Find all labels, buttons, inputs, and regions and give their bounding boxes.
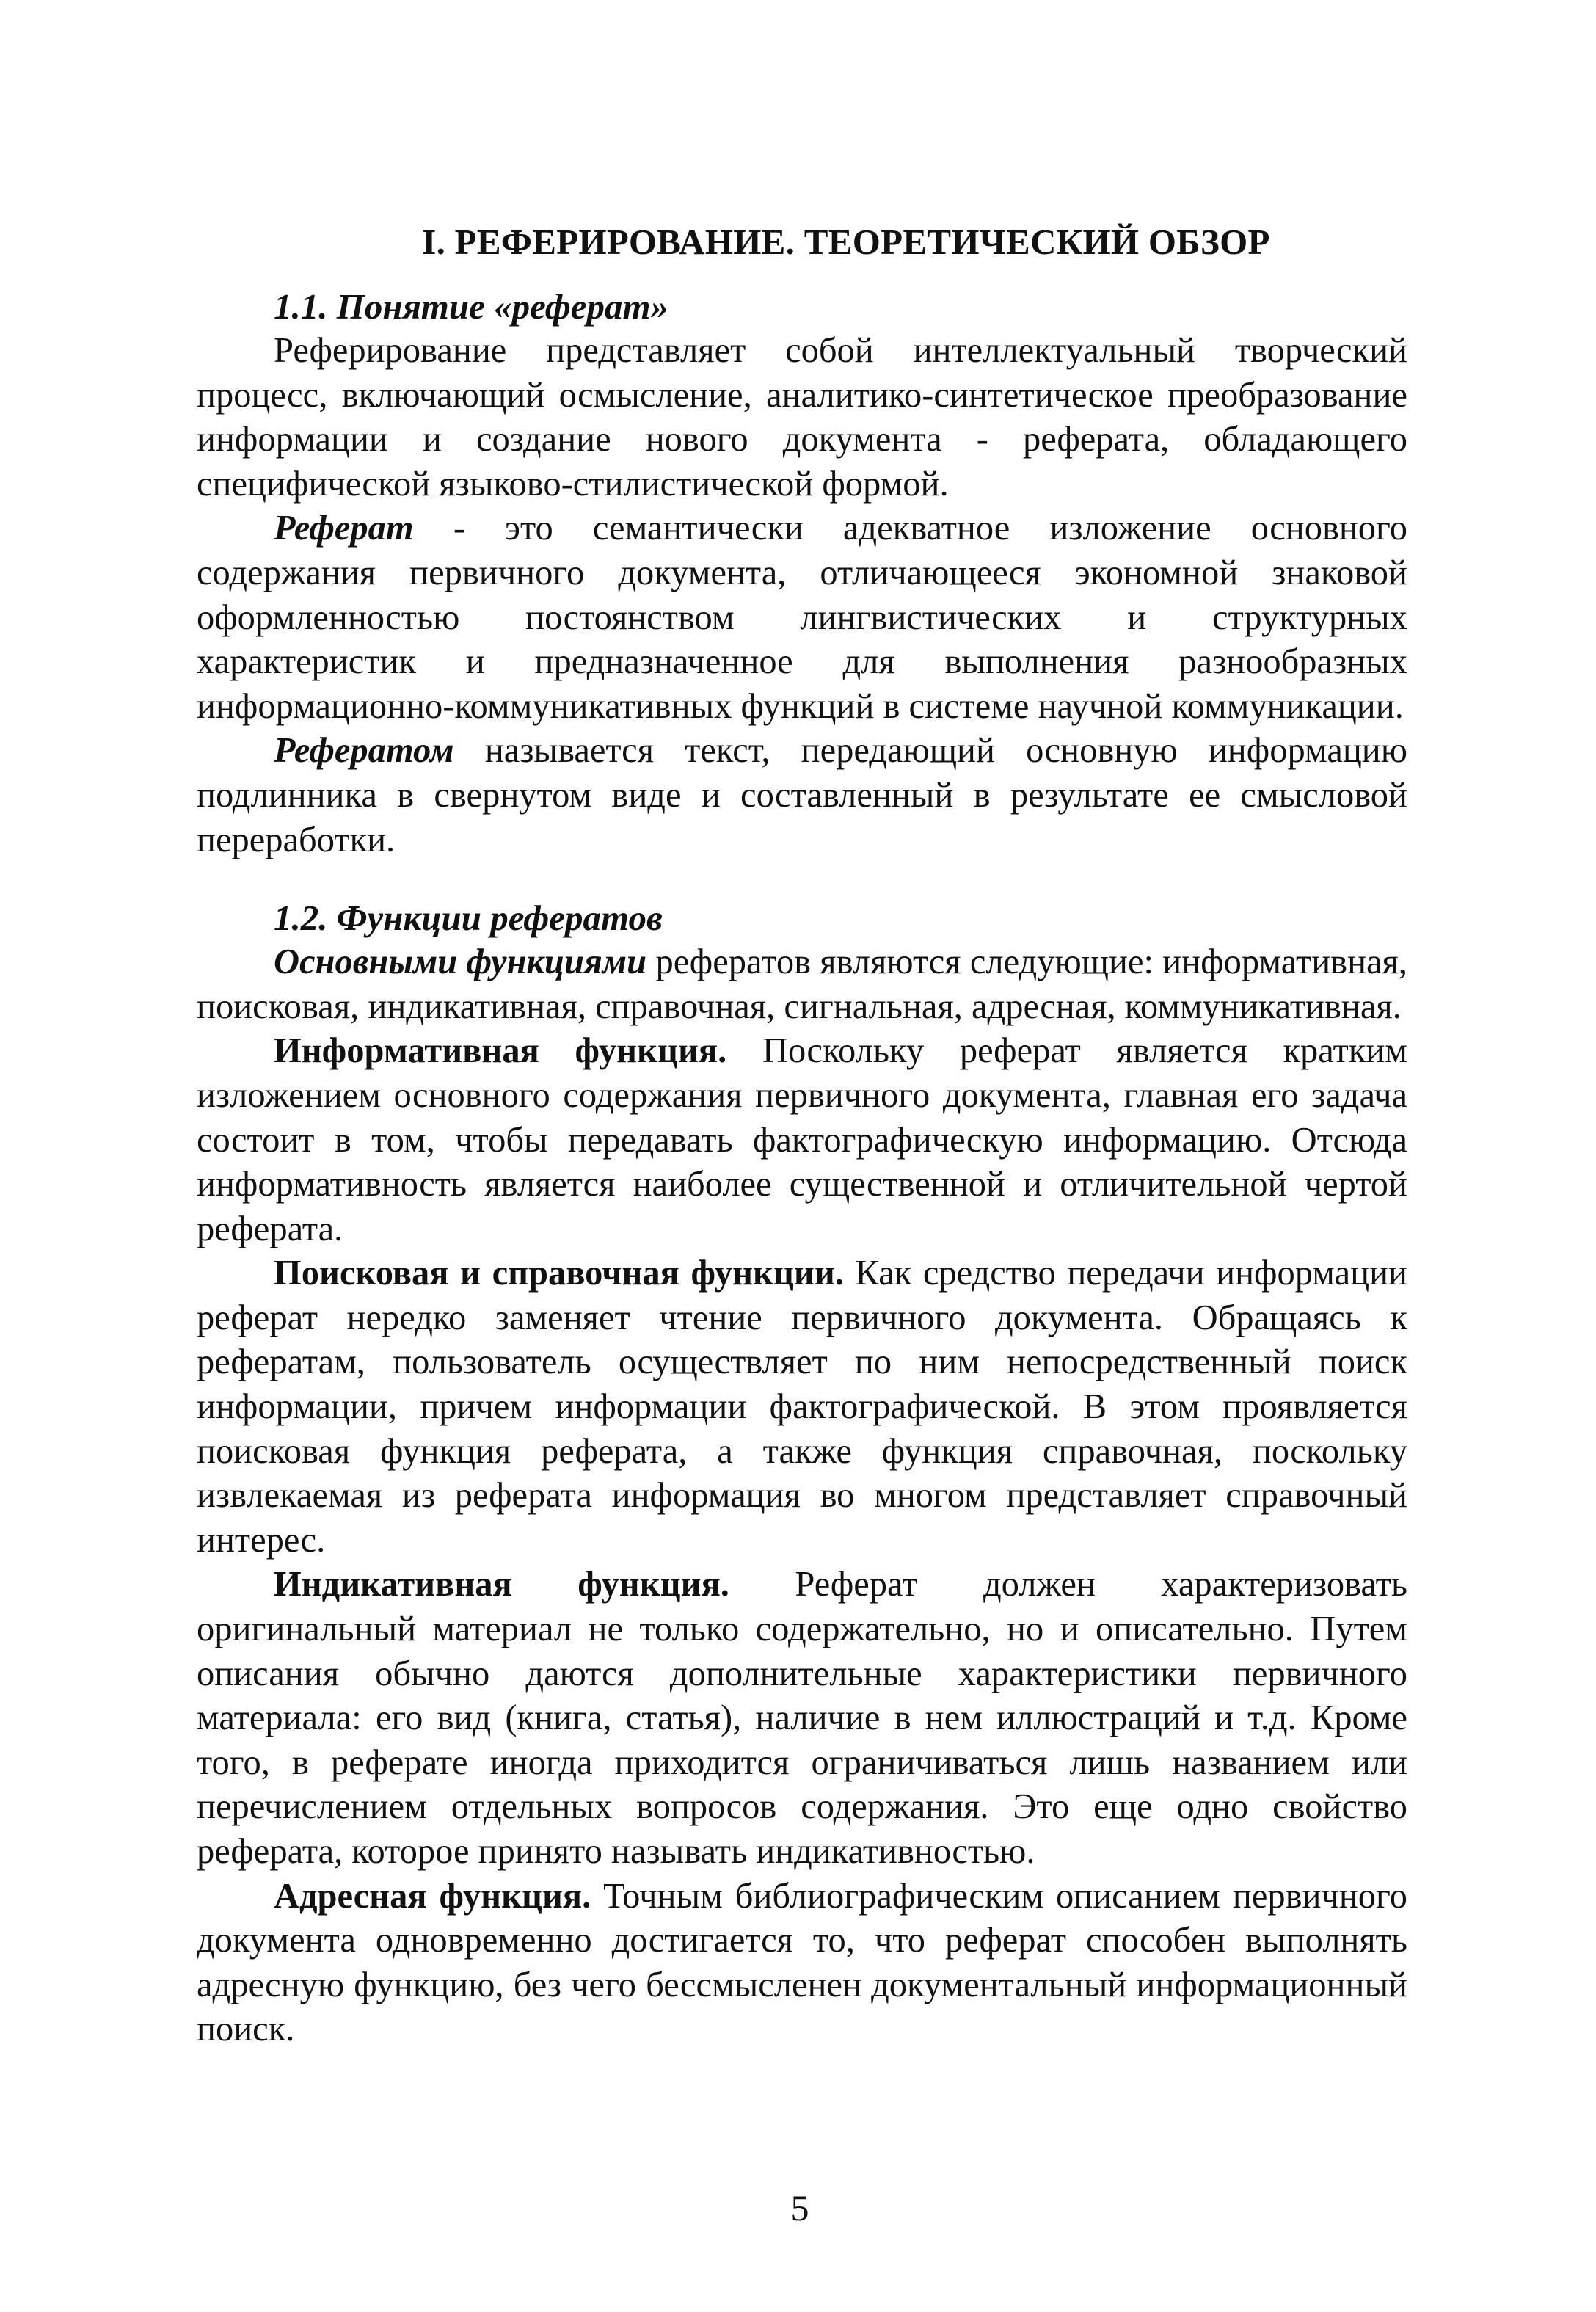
- paragraph-address-function-text: Точным библиографическим описанием первичного документа одновременно достигается то, что реферат способен выполнять адресную функцию, без чего бессмысленен документальный информационный поиск.: [197, 1876, 1407, 2049]
- paragraph-referat-definition-text: - это семантически адекватное изложение основного содержания первичного документа, отличающееся экономной знаковой оформленностью постоянством лингвистических и структурных характеристик и предназначенное для выполнения разнообразных информационно-коммуникативных функций в системе научной коммуникации.: [197, 509, 1407, 726]
- term-referat: Реферат: [274, 509, 414, 548]
- paragraph-indicative-function-text: Реферат должен характеризовать оригинальный материал не только содержательно, но и описательно. Путем описания обычно даются дополнительные характеристики первичного материала: его вид (книга, статья), наличие в нем иллюстраций и т.д. Кроме того, в реферате иногда приходится ограничиваться лишь названием или перечислением отдельных вопросов содержания. Это еще одно свойство реферата, которое принято называть индикативностью.: [197, 1565, 1407, 1871]
- term-address-function: Адресная функция.: [274, 1876, 591, 1916]
- paragraph-informative-function: [197, 1029, 1407, 1251]
- paragraph-referencing: [197, 329, 1407, 506]
- term-search-function: Поисковая и справочная функции.: [274, 1254, 844, 1293]
- paragraph-referat-text-body: называется текст, передающий основную информацию подлинника в свернутом виде и составленный в результате ее смысловой переработки.: [197, 731, 1407, 859]
- term-main-functions: Основными функциями: [274, 942, 647, 982]
- paragraph-address-function: [197, 1875, 1407, 2052]
- paragraph-informative-function-text: Поскольку реферат является кратким изложением основного содержания первичного документа, главная его задача состоит в том, чтобы передавать фактографическую информацию. Отсюда информативность является наиболее существенной и отличительной чертой реферата.: [197, 1031, 1407, 1248]
- term-referatom: Рефератом: [274, 731, 454, 771]
- paragraph-search-function: [197, 1251, 1407, 1563]
- paragraph-search-function-text: Как средство передачи информации реферат нередко заменяет чтение первичного документа. Обращаясь к рефератам, пользователь осуществляет по ним непосредственный поиск информации, причем информации фактографической. В этом проявляется поисковая функция реферата, а также функция справочная, поскольку извлекаемая из реферата информация во многом представляет справочный интерес.: [197, 1254, 1408, 1560]
- paragraph-referat-text: [197, 729, 1407, 862]
- section-heading-functions: 1.2. Функции рефератов: [274, 898, 663, 939]
- section-heading-concept: 1.1. Понятие «реферат»: [274, 286, 669, 327]
- page-number: 5: [790, 2187, 809, 2228]
- term-informative-function: Информативная функция.: [274, 1031, 727, 1071]
- paragraph-referat-definition: [197, 506, 1407, 729]
- term-indicative-function: Индикативная функция.: [274, 1565, 729, 1604]
- chapter-title: I. РЕФЕРИРОВАНИЕ. ТЕОРЕТИЧЕСКИЙ ОБЗОР: [422, 222, 1270, 262]
- paragraph-main-functions-text: рефератов являются следующие: информативная, поисковая, индикативная, справочная, сигнальная, адресная, коммуникативная.: [197, 942, 1407, 1026]
- paragraph-indicative-function: [197, 1563, 1407, 1874]
- paragraph-referencing-text: Реферирование представляет собой интеллектуальный творческий процесс, включающий осмысление, аналитико-синтетическое преобразование информации и создание нового документа - реферата, обладающего специфической языково-стилистической формой.: [197, 331, 1407, 504]
- paragraph-main-functions: [197, 940, 1407, 1029]
- document-page: [197, 220, 1407, 2052]
